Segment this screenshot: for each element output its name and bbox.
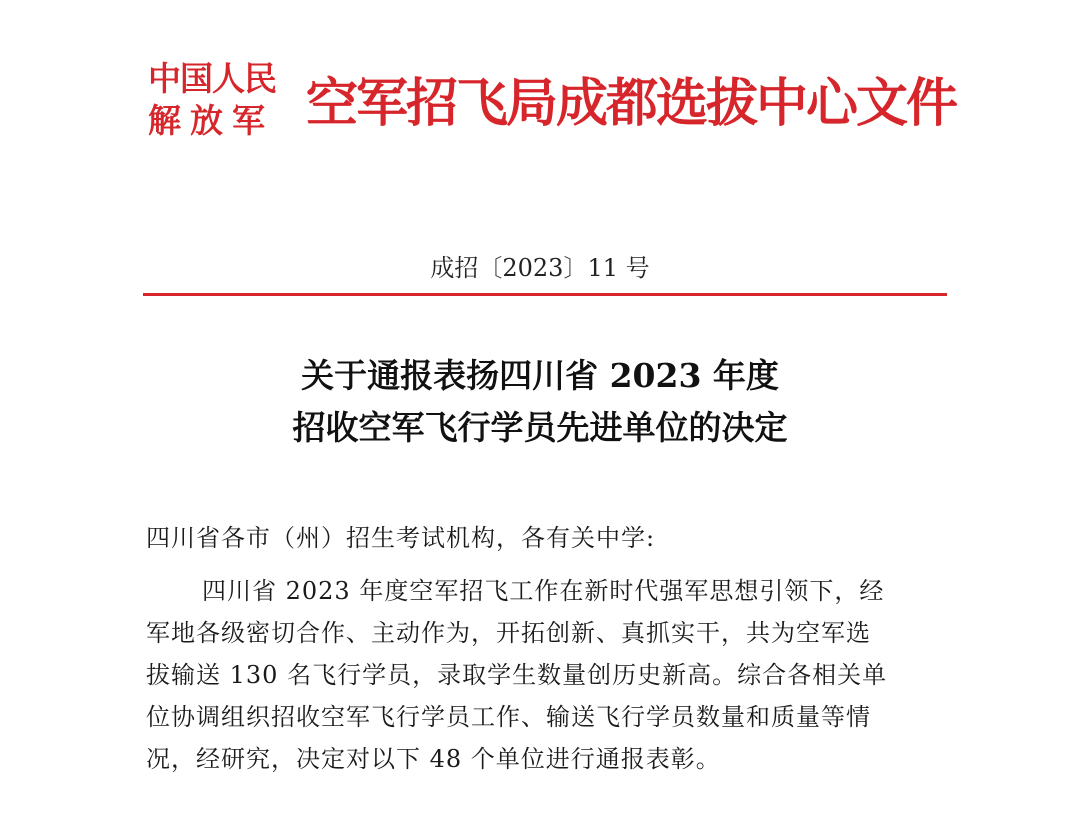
salutation: 四川省各市（州）招生考试机构，各有关中学: bbox=[146, 524, 656, 552]
document-number: 成招〔2023〕11 号 bbox=[430, 254, 650, 282]
issuer-document-title: 空军招飞局成都选拔中心文件 bbox=[306, 73, 957, 134]
body-line: 四川省 2023 年度空军招飞工作在新时代强军思想引领下，经 bbox=[202, 577, 885, 605]
body-line: 拔输送 130 名飞行学员，录取学生数量创历史新高。综合各相关单 bbox=[146, 661, 888, 689]
body-line: 军地各级密切合作、主动作为，开拓创新、真抓实干，共为空军选 bbox=[146, 619, 871, 647]
document-title-line1: 关于通报表扬四川省 2023 年度 bbox=[301, 356, 779, 395]
body-line: 位协调组织招收空军飞行学员工作、输送飞行学员数量和质量等情 bbox=[146, 703, 871, 731]
body-line: 况，经研究，决定对以下 48 个单位进行通报表彰。 bbox=[146, 745, 721, 773]
issuer-org-name bbox=[148, 58, 288, 142]
issuer-org-line1: 中国人民 bbox=[148, 59, 276, 98]
red-divider-line bbox=[143, 293, 947, 296]
document-title-line2: 招收空军飞行学员先进单位的决定 bbox=[292, 408, 788, 447]
document-title bbox=[0, 350, 1080, 454]
issuer-org-line2: 解放军 bbox=[148, 101, 274, 140]
body-paragraph bbox=[146, 570, 950, 780]
